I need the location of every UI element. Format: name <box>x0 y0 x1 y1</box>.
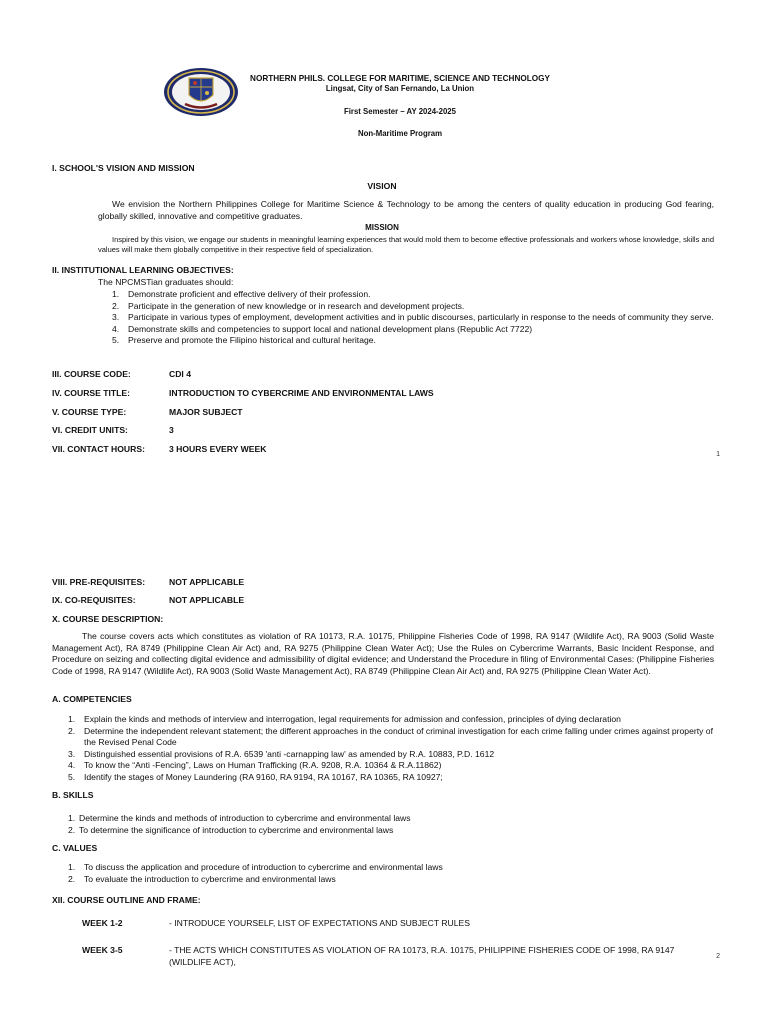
ilo-intro: The NPCMSTian graduates should: <box>98 277 234 287</box>
outline-topic: - INTRODUCE YOURSELF, LIST OF EXPECTATIONS AND SUBJECT RULES <box>169 918 470 928</box>
outline-heading: XII. COURSE OUTLINE AND FRAME: <box>52 895 201 905</box>
ilo-list <box>112 289 714 347</box>
vision-title: VISION <box>367 181 397 191</box>
list-item: 5. Identify the stages of Money Laundering (RA 9160, RA 9194, RA 10167, RA 10365, RA 10927; <box>68 771 443 782</box>
program-line: Non-Maritime Program <box>357 129 443 138</box>
values-list <box>68 862 714 885</box>
mission-text: Inspired by this vision, we engage our students in meaningful learning experiences that would mold them to become effective professionals and workers whose knowledge, skills and values will make them globally competitive in their respective field of specialization. <box>98 235 714 255</box>
ilo-heading: II. INSTITUTIONAL LEARNING OBJECTIVES: <box>52 265 234 275</box>
list-item: 2. Determine the independent relevant statement; the different approaches in the conduct of criminal investigation for each crime falling under crimes against property of the Revised Penal Code <box>68 725 713 748</box>
list-item: 1. To discuss the application and procedure of introduction to cybercrime and environmental laws <box>68 862 443 872</box>
list-item: 3. Participate in various types of employment, development activities and in public discourses, particularly in response to the needs of community they serve. <box>112 312 714 323</box>
college-address: Lingsat, City of San Fernando, La Union <box>325 84 475 93</box>
description-heading: X. COURSE DESCRIPTION: <box>52 614 164 624</box>
list-item: 2. To determine the significance of introduction to cybercrime and environmental laws <box>68 824 394 835</box>
skills-heading: B. SKILLS <box>52 790 94 800</box>
skills-list <box>68 813 714 836</box>
values-heading: C. VALUES <box>52 843 98 853</box>
outline-topic: - THE ACTS WHICH CONSTITUTES AS VIOLATION OF RA 10173, R.A. 10175, PHILIPPINE FISHERIES CODE OF 1998, RA 9147 (WILDLIFE ACT), <box>169 945 675 967</box>
list-item: 2. Participate in the generation of new knowledge or in research and development projects. <box>112 300 465 311</box>
outline-week: WEEK 1-2 <box>82 918 123 928</box>
list-item: 4. Demonstrate skills and competencies to support local and national development plans (Republic Act 7722) <box>112 323 533 334</box>
vision-text: We envision the Northern Philippines College for Maritime Science & Technology to be among the centers of quality education in producing God fearing, globally skilled, innovative and competitive graduates. <box>98 199 714 221</box>
list-item: 5. Preserve and promote the Filipino historical and cultural heritage. <box>112 335 376 346</box>
list-item: 1. Explain the kinds and methods of interview and interrogation, legal requirements for admission and confession, principles of dying declaration <box>68 714 621 724</box>
page-number: 2 <box>716 953 720 960</box>
page-number: 1 <box>716 451 720 458</box>
vision-mission-heading: I. SCHOOL'S VISION AND MISSION <box>52 163 195 173</box>
list-item: 1. Determine the kinds and methods of introduction to cybercrime and environmental laws <box>68 813 411 823</box>
list-item: 1. Demonstrate proficient and effective delivery of their profession. <box>112 289 371 299</box>
competencies-list <box>68 714 714 784</box>
list-item: 2. To evaluate the introduction to cybercrime and environmental laws <box>68 873 336 884</box>
description-text: The course covers acts which constitutes as violation of RA 10173, R.A. 10175, Philippine Fisheries Code of 1998, RA 9147 (Wildlife Act), RA 9003 (Solid Waste Management Act), RA 8749 (Philippine Clean Air Act) and, RA 9275 (Philippine Clean Water Act); Use the Rules on Cybercrime Warrants, Basic Incident Response, and Procedure on seizing and collecting digital evidence and admissibility of digital evidence; and Understand the Procedure in filing of Environmental Cases: (Philippine Fisheries Code of 1998, RA 9147 (Wildlife Act), RA 9003 (Solid Waste Management Act), RA 8749 (Philippine Clean Air Act) and, RA 9275 (Philippine Clean Water Act). <box>52 631 714 676</box>
outline-week: WEEK 3-5 <box>82 945 123 955</box>
list-item: 3. Distinguished essential provisions of R.A. 6539 'anti -carnapping law' as amended by R.A. 10883, P.D. 1612 <box>68 748 495 759</box>
competencies-heading: A. COMPETENCIES <box>52 694 132 704</box>
college-name: NORTHERN PHILS. COLLEGE FOR MARITIME, SCIENCE AND TECHNOLOGY <box>250 74 550 83</box>
list-item: 4. To know the “Anti -Fencing”, Laws on Human Trafficking (R.A. 9208, R.A. 10364 & R.A.11862) <box>68 760 442 771</box>
semester-line: First Semester – AY 2024-2025 <box>344 107 456 116</box>
mission-title: MISSION <box>365 223 399 232</box>
